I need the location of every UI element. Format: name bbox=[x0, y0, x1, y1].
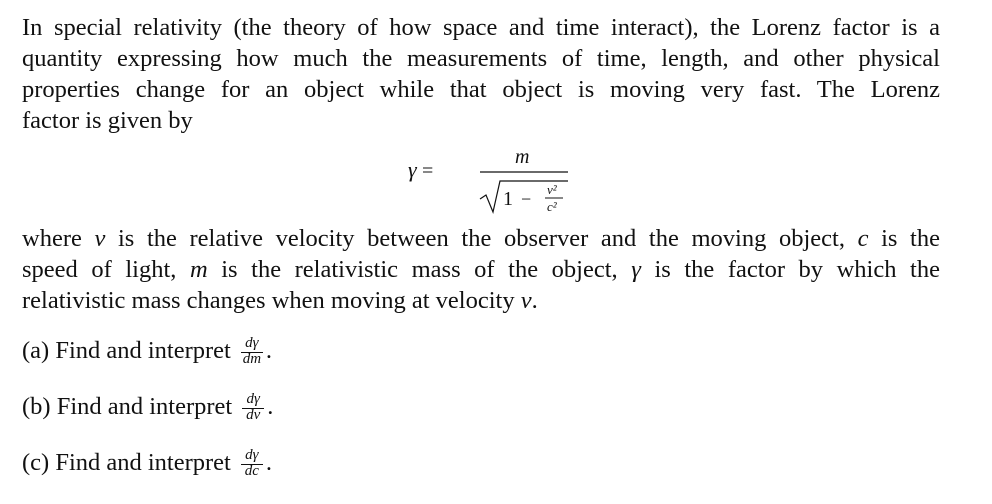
equation-numerator: m bbox=[515, 146, 530, 168]
derivative-dgamma-dm bbox=[239, 335, 265, 366]
part-c bbox=[22, 447, 940, 503]
fraction-numerator: dγ bbox=[246, 391, 260, 407]
inner-numerator-v-squared: v² bbox=[547, 182, 557, 197]
explanation-line-3 bbox=[22, 285, 940, 316]
text-run: . bbox=[531, 287, 538, 314]
equation-equals: = bbox=[422, 160, 434, 182]
fraction-numerator: dγ bbox=[245, 335, 259, 351]
text-run: is the relativistic mass of the object, bbox=[207, 256, 632, 283]
text-run: is the relative velocity between the observer and the moving object, bbox=[105, 225, 858, 252]
period: . bbox=[265, 337, 272, 364]
explanation-line-1 bbox=[22, 223, 940, 254]
fraction-denominator: dc bbox=[244, 463, 259, 479]
part-c-label: (c) Find and interpret bbox=[22, 449, 231, 476]
var-v: v bbox=[94, 225, 106, 252]
part-a-label: (a) Find and interpret bbox=[22, 337, 231, 364]
intro-line-1: In special relativity (the theory of how space and time interact), the Lorenz factor is a bbox=[22, 14, 940, 41]
fraction-numerator: dγ bbox=[245, 447, 259, 463]
part-a bbox=[22, 335, 940, 391]
text-run: where bbox=[22, 225, 95, 252]
fraction-denominator: dv bbox=[246, 407, 261, 423]
text-run: speed of light, bbox=[22, 256, 190, 283]
lorenz-equation bbox=[22, 145, 940, 225]
var-c: c bbox=[857, 225, 869, 252]
var-m: m bbox=[189, 256, 208, 283]
part-b-label: (b) Find and interpret bbox=[22, 393, 233, 420]
derivative-dgamma-dv bbox=[240, 391, 266, 422]
part-b bbox=[22, 391, 940, 447]
radicand-minus: − bbox=[521, 189, 532, 209]
period: . bbox=[265, 449, 272, 476]
intro-line-2: quantity expressing how much the measurements of time, length, and other physical bbox=[22, 45, 940, 72]
intro-paragraph bbox=[22, 12, 940, 136]
question-parts bbox=[22, 335, 940, 503]
inner-denominator-c-squared: c² bbox=[547, 199, 557, 214]
equation-gamma: γ bbox=[408, 157, 417, 182]
fraction-denominator: dm bbox=[242, 351, 262, 367]
var-v: v bbox=[520, 287, 532, 314]
intro-line-3: properties change for an object while that object is moving very fast. The Lorenz bbox=[22, 76, 940, 103]
explanation-line-2 bbox=[22, 254, 940, 285]
intro-line-4: factor is given by bbox=[22, 107, 193, 134]
var-gamma: γ bbox=[631, 256, 641, 283]
text-run: is the factor by which the bbox=[640, 256, 940, 283]
derivative-dgamma-dc bbox=[239, 447, 265, 478]
text-run: relativistic mass changes when moving at velocity bbox=[22, 287, 521, 314]
explanation-paragraph bbox=[22, 223, 940, 316]
lorenz-formula-svg bbox=[382, 145, 582, 225]
radicand-one: 1 bbox=[503, 188, 513, 210]
text-run: is the bbox=[868, 225, 940, 252]
period: . bbox=[267, 393, 274, 420]
